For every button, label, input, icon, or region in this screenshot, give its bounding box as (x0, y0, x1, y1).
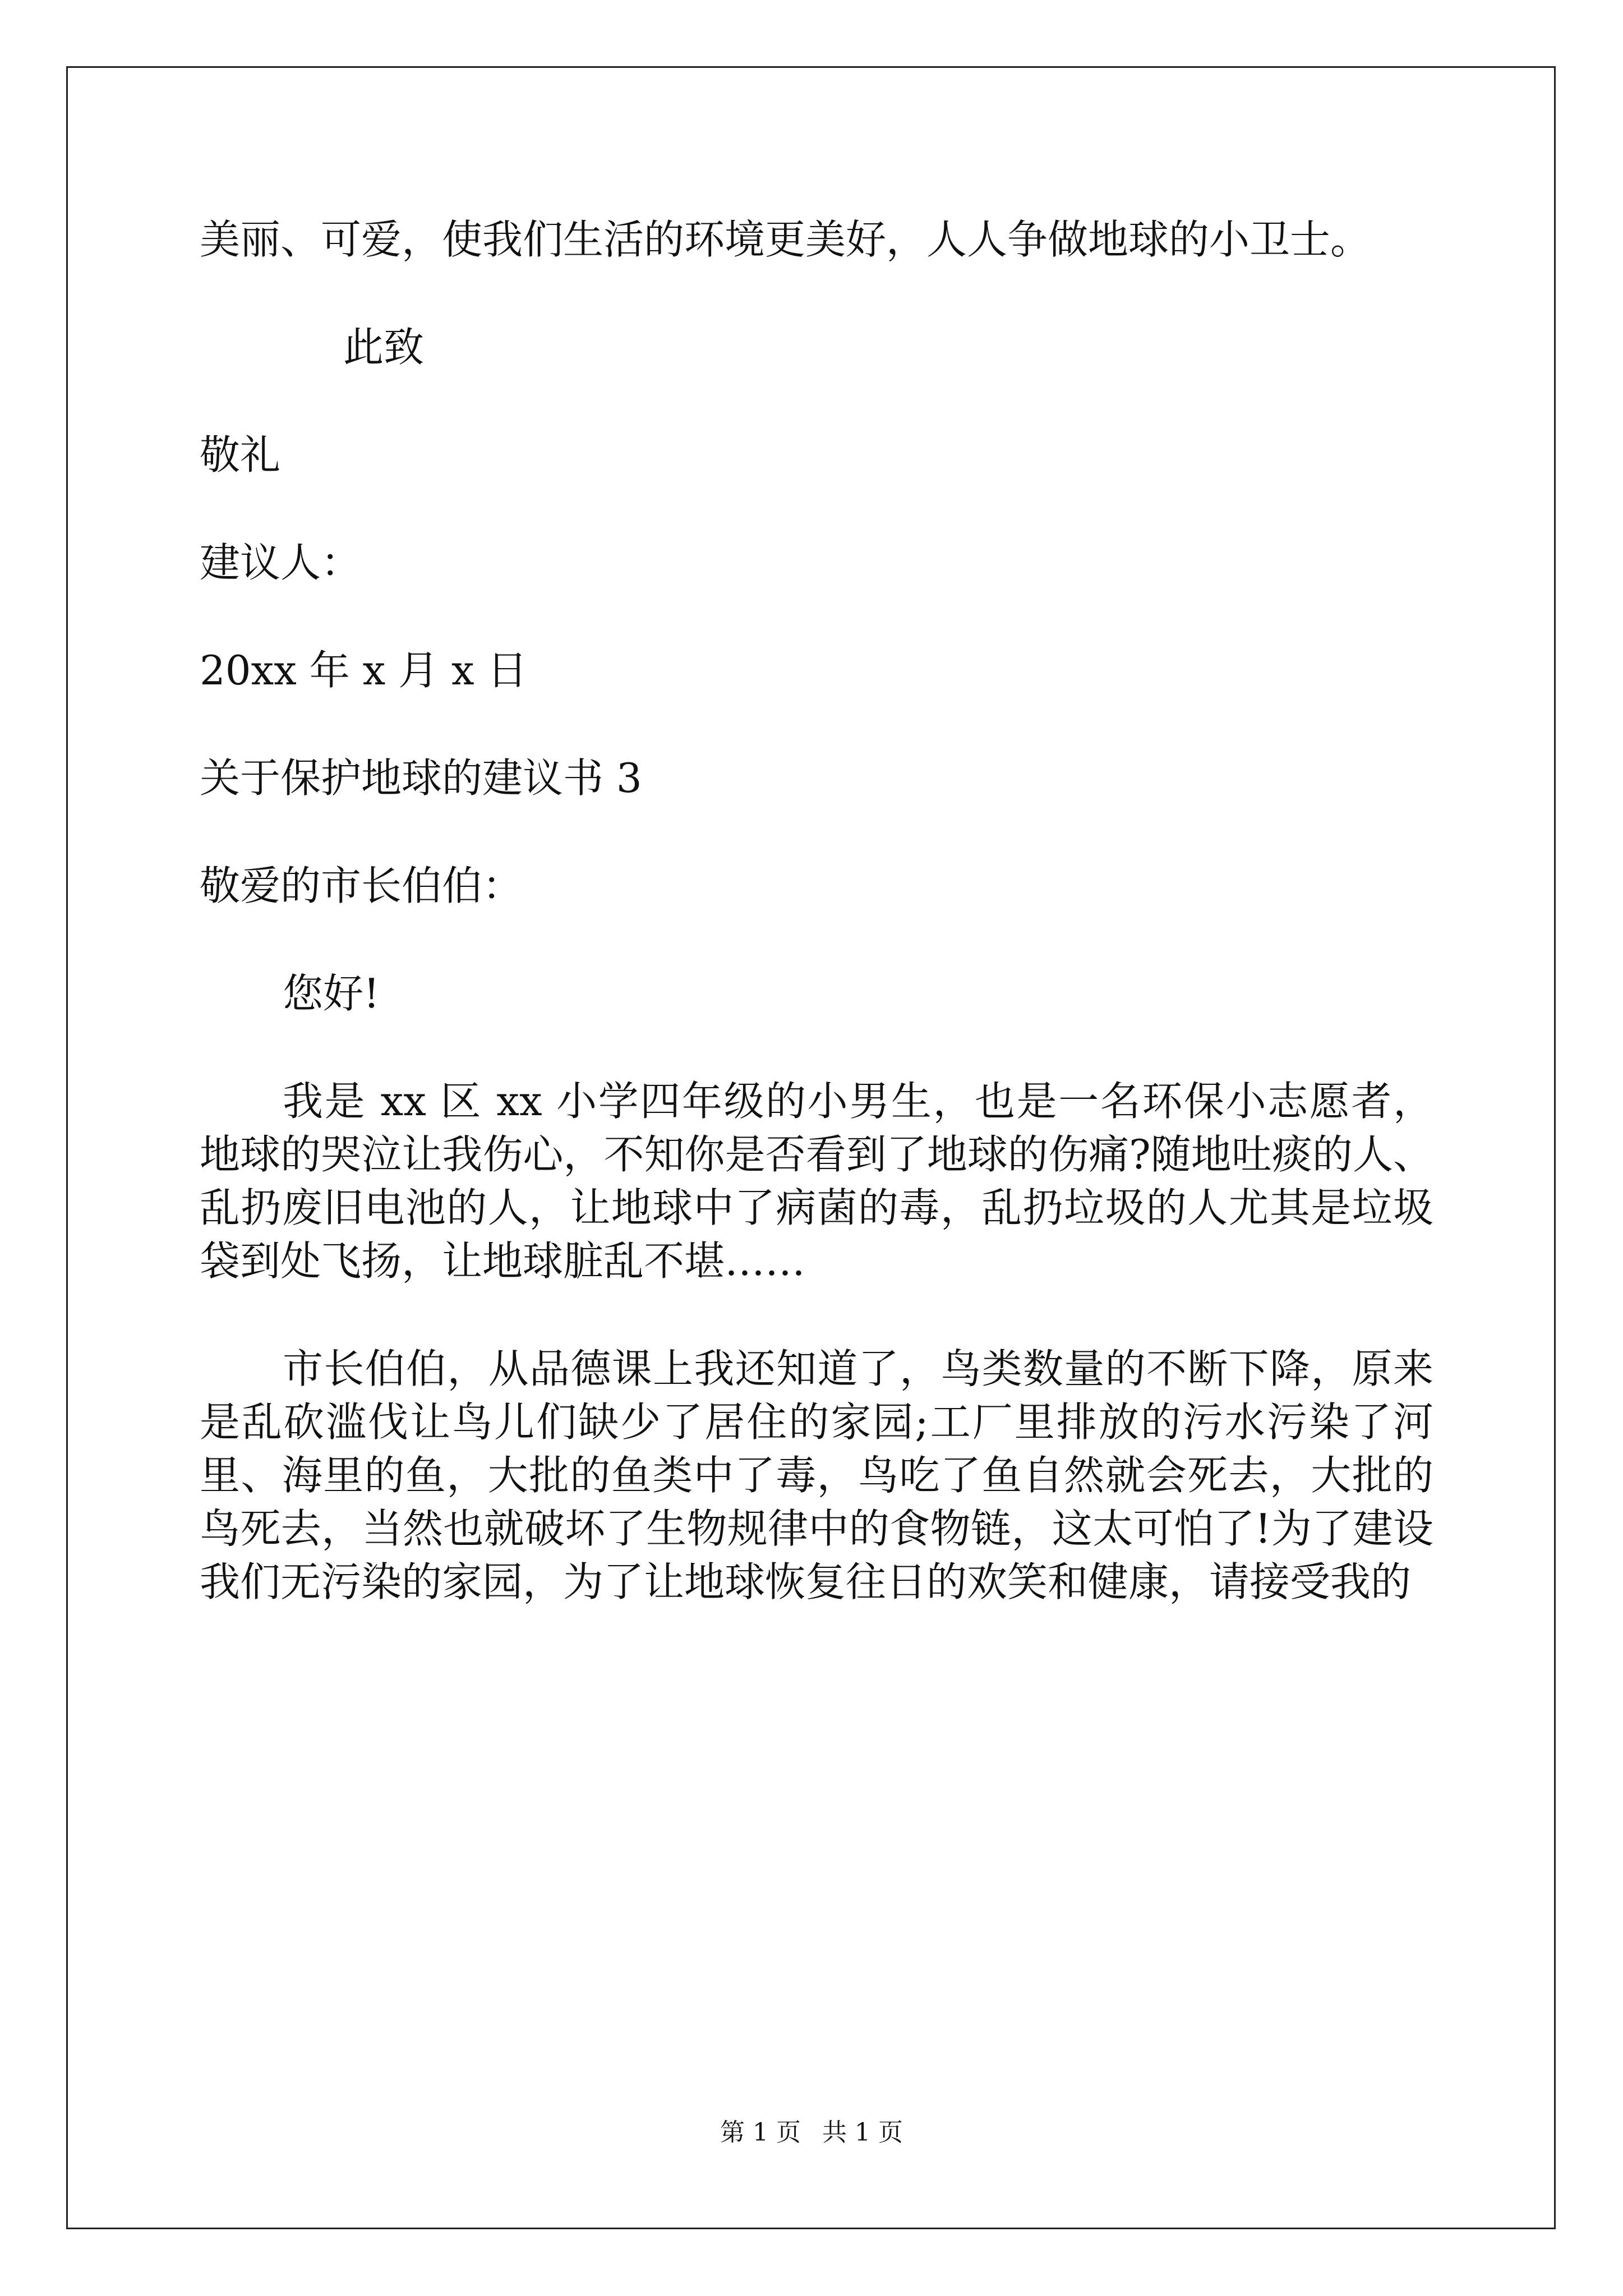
signer-label: 建议人： (200, 539, 362, 586)
addressee: 敬爱的市长伯伯： (200, 862, 523, 909)
paragraph: 市长伯伯，从品德课上我还知道了，鸟类数量的不断下降，原来是乱砍滥伐让鸟儿们缺少了居住的家园;工厂里排放的污水污染了河里、海里的鱼，大批的鱼类中了毒，鸟吃了鱼自然就会死去，大批的鸟死去，当然也就破坏了生物规律中的食物链，这太可怕了!为了建设我们无污染的家园，为了让地球恢复往日的欢笑和健康，请接受我的 (200, 1345, 1433, 1605)
document-body (200, 213, 1433, 1609)
paragraph: 我是 xx 区 xx 小学四年级的小男生，也是一名环保小志愿者，地球的哭泣让我伤心，不知你是否看到了地球的伤痛?随地吐痰的人、乱扔废旧电池的人，让地球中了病菌的毒，乱扔垃圾的人尤其是垃圾袋到处飞扬，让地球脏乱不堪…… (200, 1078, 1433, 1285)
page-footer (0, 2117, 1623, 2148)
page-total: 共 1 页 (822, 2118, 903, 2147)
salutation-cizhi: 此致 (343, 324, 425, 371)
date-line: 20xx 年 x 月 x 日 (200, 647, 528, 694)
salutation-jingli: 敬礼 (200, 431, 281, 478)
page-number: 第 1 页 (720, 2118, 801, 2147)
section-title: 关于保护地球的建议书 3 (200, 754, 642, 802)
text-line: 美丽、可爱，使我们生活的环境更美好，人人争做地球的小卫士。 (200, 216, 1371, 263)
greeting: 您好! (283, 970, 380, 1017)
